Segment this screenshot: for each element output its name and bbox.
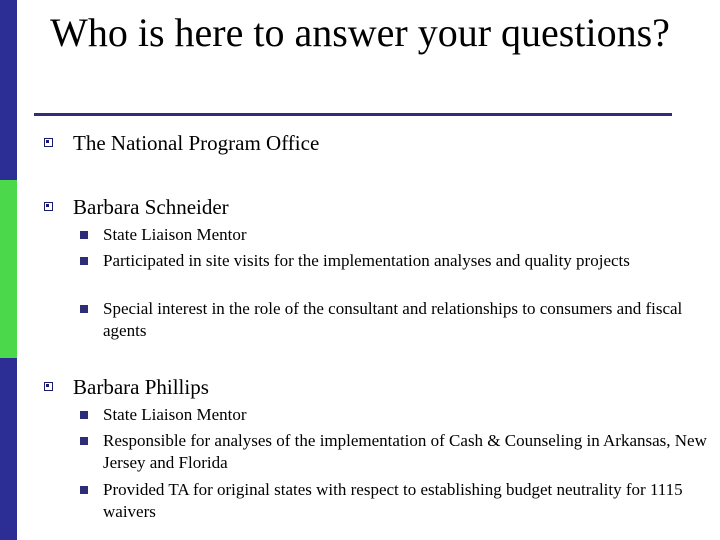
filled-square-bullet-icon	[80, 305, 88, 313]
square-bullet-icon	[44, 382, 53, 391]
slide-title: Who is here to answer your questions?	[50, 10, 670, 55]
square-bullet-icon	[44, 138, 53, 147]
accent-bar-bottom	[0, 358, 17, 540]
sub-item-label: State Liaison Mentor	[103, 405, 247, 424]
sub-item	[80, 250, 716, 272]
sub-item	[80, 298, 716, 342]
list-item-label: Barbara Schneider	[73, 195, 229, 219]
filled-square-bullet-icon	[80, 231, 88, 239]
sub-item	[80, 430, 716, 474]
list-item-label: The National Program Office	[73, 131, 320, 155]
sub-item	[80, 404, 716, 426]
filled-square-bullet-icon	[80, 437, 88, 445]
filled-square-bullet-icon	[80, 257, 88, 265]
title-divider	[34, 113, 672, 116]
square-bullet-icon	[44, 202, 53, 211]
list-item-label: Barbara Phillips	[73, 375, 209, 399]
sub-item	[80, 479, 716, 523]
sub-item-label: Responsible for analyses of the implementation of Cash & Counseling in Arkansas, New Jersey and Florida	[103, 431, 707, 472]
accent-bar-top	[0, 0, 17, 180]
sub-item-label: Provided TA for original states with respect to establishing budget neutrality for 1115 waivers	[103, 480, 683, 521]
sub-item-label: State Liaison Mentor	[103, 225, 247, 244]
filled-square-bullet-icon	[80, 486, 88, 494]
filled-square-bullet-icon	[80, 411, 88, 419]
accent-bar-middle	[0, 180, 17, 358]
sub-item-label: Participated in site visits for the implementation analyses and quality projects	[103, 251, 630, 270]
sub-item	[80, 224, 716, 246]
sub-item-label: Special interest in the role of the consultant and relationships to consumers and fiscal agents	[103, 299, 683, 340]
